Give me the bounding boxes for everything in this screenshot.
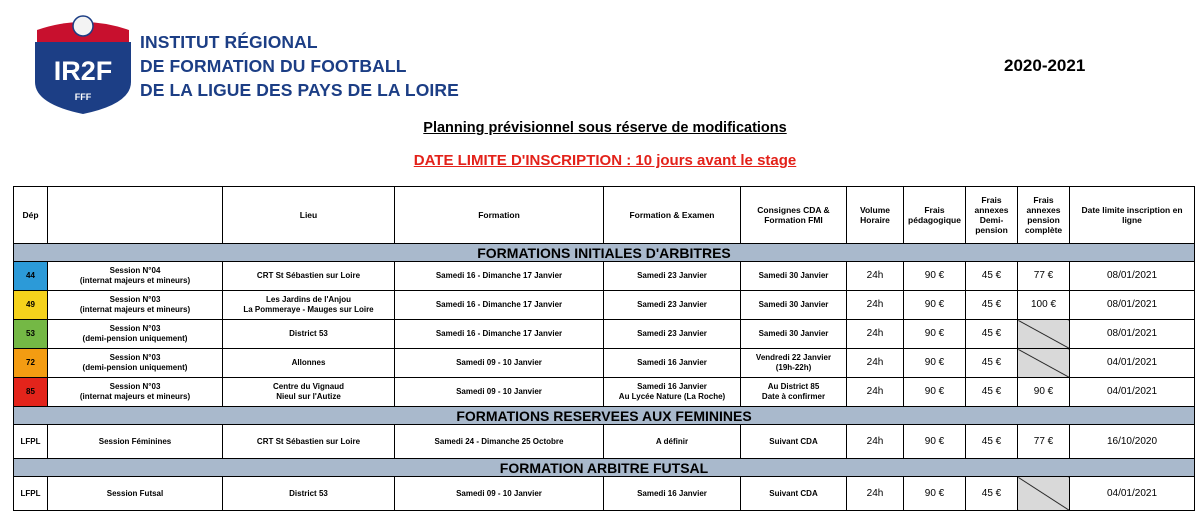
cell-lieu-detail: La Pommeraye - Mauges sur Loire xyxy=(243,305,374,314)
session-name: Session Futsal xyxy=(106,488,164,498)
section-header-row xyxy=(14,459,1195,477)
cell-lieu-text: CRT St Sébastien sur Loire xyxy=(256,436,361,446)
session-name: Session N°04 xyxy=(109,266,161,275)
institute-line: DE FORMATION DU FOOTBALL xyxy=(140,56,407,76)
cell-lieu-text: Allonnes xyxy=(291,358,326,367)
cell-demi-pension: 45 € xyxy=(966,291,1018,320)
cell-volume: 24h xyxy=(847,291,904,320)
cell-session xyxy=(48,378,223,407)
svg-text:FFF: FFF xyxy=(74,92,92,102)
cell-examen-text: A définir xyxy=(655,436,689,446)
col-header-volume: Volume Horaire xyxy=(847,187,904,244)
cell-formation-text: Samedi 24 - Dimanche 25 Octobre xyxy=(434,436,564,446)
cell-dep: LFPL xyxy=(14,425,48,459)
cell-demi-pension: 45 € xyxy=(966,349,1018,378)
cell-date-limite: 08/01/2021 xyxy=(1070,291,1195,320)
institute-name xyxy=(140,30,459,102)
session-name: Session N°03 xyxy=(109,353,161,362)
cell-lieu xyxy=(223,262,395,291)
cell-examen xyxy=(604,262,741,291)
cell-volume: 24h xyxy=(847,477,904,511)
cell-consignes xyxy=(741,378,847,407)
cell-date-limite: 08/01/2021 xyxy=(1070,262,1195,291)
cell-volume: 24h xyxy=(847,378,904,407)
cell-frais-peda: 90 € xyxy=(904,349,966,378)
cell-formation-text: Samedi 16 - Dimanche 17 Janvier xyxy=(435,329,563,338)
section-header-row xyxy=(14,407,1195,425)
cell-lieu xyxy=(223,349,395,378)
cell-formation-text: Samedi 16 - Dimanche 17 Janvier xyxy=(435,300,563,309)
cell-lieu-text: Les Jardins de l'Anjou xyxy=(265,295,352,304)
col-header-demi-pension: Frais annexes Demi-pension xyxy=(966,187,1018,244)
cell-lieu xyxy=(223,291,395,320)
cell-dep: 44 xyxy=(14,262,48,291)
svg-text:IR2F: IR2F xyxy=(53,56,113,86)
cell-examen xyxy=(604,320,741,349)
section-header-row xyxy=(14,244,1195,262)
cell-demi-pension: 45 € xyxy=(966,378,1018,407)
cell-pension-not-available xyxy=(1018,477,1070,511)
cell-examen-text: Samedi 23 Janvier xyxy=(637,300,707,309)
session-detail: (internat majeurs et mineurs) xyxy=(79,276,191,285)
cell-consignes xyxy=(741,477,847,511)
cell-formation xyxy=(395,349,604,378)
cell-date-limite: 16/10/2020 xyxy=(1070,425,1195,459)
cell-lieu xyxy=(223,378,395,407)
cell-formation xyxy=(395,378,604,407)
table-row xyxy=(14,378,1195,407)
cell-frais-peda: 90 € xyxy=(904,425,966,459)
session-detail: (demi-pension uniquement) xyxy=(82,363,188,372)
col-header-lieu: Lieu xyxy=(223,187,395,244)
cell-consignes xyxy=(741,320,847,349)
cell-examen-text: Samedi 16 Janvier xyxy=(637,358,707,367)
cell-session xyxy=(48,320,223,349)
cell-dep: 72 xyxy=(14,349,48,378)
cell-session xyxy=(48,477,223,511)
session-name: Session Féminines xyxy=(98,436,172,446)
session-detail: (demi-pension uniquement) xyxy=(82,334,188,343)
cell-frais-peda: 90 € xyxy=(904,262,966,291)
session-detail: (internat majeurs et mineurs) xyxy=(79,305,191,314)
session-name: Session N°03 xyxy=(109,382,161,391)
cell-date-limite: 04/01/2021 xyxy=(1070,349,1195,378)
cell-date-limite: 04/01/2021 xyxy=(1070,378,1195,407)
cell-lieu-text: District 53 xyxy=(289,488,328,498)
col-header-frais-peda: Frais pédagogique xyxy=(904,187,966,244)
cell-examen-text: Samedi 16 Janvier xyxy=(637,488,707,498)
section-title: FORMATION ARBITRE FUTSAL xyxy=(14,459,1195,477)
cell-demi-pension: 45 € xyxy=(966,262,1018,291)
cell-date-limite: 08/01/2021 xyxy=(1070,320,1195,349)
cell-examen xyxy=(604,425,741,459)
cell-examen xyxy=(604,378,741,407)
cell-pension-complete: 90 € xyxy=(1018,378,1070,407)
cell-pension-complete: 77 € xyxy=(1018,425,1070,459)
cell-consignes xyxy=(741,349,847,378)
cell-dep: 49 xyxy=(14,291,48,320)
cell-consignes-text: Vendredi 22 Janvier xyxy=(755,353,832,362)
table-row xyxy=(14,477,1195,511)
cell-lieu xyxy=(223,477,395,511)
table-row xyxy=(14,262,1195,291)
registration-deadline: DATE LIMITE D'INSCRIPTION : 10 jours avant le stage xyxy=(413,152,797,169)
cell-formation xyxy=(395,291,604,320)
cell-lieu-text: District 53 xyxy=(289,329,328,338)
cell-examen xyxy=(604,349,741,378)
session-name: Session N°03 xyxy=(109,324,161,333)
cell-consignes-text: Au District 85 xyxy=(767,382,820,391)
col-header-dep: Dép xyxy=(14,187,48,244)
cell-volume: 24h xyxy=(847,320,904,349)
cell-formation xyxy=(395,320,604,349)
section-title: FORMATIONS RESERVEES AUX FEMININES xyxy=(14,407,1195,425)
cell-demi-pension: 45 € xyxy=(966,320,1018,349)
cell-frais-peda: 90 € xyxy=(904,477,966,511)
cell-pension-not-available xyxy=(1018,320,1070,349)
col-header-formation: Formation xyxy=(395,187,604,244)
ir2f-logo xyxy=(33,12,133,116)
cell-dep: 85 xyxy=(14,378,48,407)
cell-dep: 53 xyxy=(14,320,48,349)
table-row xyxy=(14,320,1195,349)
cell-consignes xyxy=(741,262,847,291)
cell-pension-complete: 100 € xyxy=(1018,291,1070,320)
cell-session xyxy=(48,349,223,378)
cell-formation-text: Samedi 09 - 10 Janvier xyxy=(456,488,542,498)
cell-consignes-text: Suivant CDA xyxy=(769,436,818,446)
cell-lieu-text: CRT St Sébastien sur Loire xyxy=(256,271,361,280)
cell-consignes-detail: (19h-22h) xyxy=(775,363,812,372)
cell-consignes-text: Samedi 30 Janvier xyxy=(758,329,829,338)
cell-session xyxy=(48,291,223,320)
cell-dep: LFPL xyxy=(14,477,48,511)
col-header-pension-complete: Frais annexes pension complète xyxy=(1018,187,1070,244)
cell-consignes-text: Samedi 30 Janvier xyxy=(758,271,829,280)
cell-frais-peda: 90 € xyxy=(904,320,966,349)
cell-date-limite: 04/01/2021 xyxy=(1070,477,1195,511)
cell-demi-pension: 45 € xyxy=(966,477,1018,511)
cell-formation-text: Samedi 09 - 10 Janvier xyxy=(456,358,542,367)
planning-subtitle: Planning prévisionnel sous réserve de modifications xyxy=(423,120,787,136)
cell-formation-text: Samedi 09 - 10 Janvier xyxy=(456,387,542,396)
cell-lieu xyxy=(223,425,395,459)
table-row xyxy=(14,425,1195,459)
cell-examen xyxy=(604,477,741,511)
cell-formation-text: Samedi 16 - Dimanche 17 Janvier xyxy=(435,271,563,280)
cell-session xyxy=(48,425,223,459)
col-header-date-limite: Date limite inscription en ligne xyxy=(1070,187,1195,244)
cell-lieu-text: Centre du Vignaud xyxy=(273,382,344,391)
cell-consignes xyxy=(741,291,847,320)
cell-demi-pension: 45 € xyxy=(966,425,1018,459)
cell-volume: 24h xyxy=(847,262,904,291)
table-row xyxy=(14,349,1195,378)
cell-frais-peda: 90 € xyxy=(904,291,966,320)
cell-consignes-text: Samedi 30 Janvier xyxy=(758,300,829,309)
cell-frais-peda: 90 € xyxy=(904,378,966,407)
cell-consignes-text: Suivant CDA xyxy=(769,488,818,498)
col-header-examen: Formation & Examen xyxy=(604,187,741,244)
cell-examen-text: Samedi 23 Janvier xyxy=(637,271,707,280)
institute-line: INSTITUT RÉGIONAL xyxy=(140,32,318,52)
cell-formation xyxy=(395,477,604,511)
cell-lieu-detail: Nieul sur l'Autize xyxy=(276,392,341,401)
cell-formation xyxy=(395,262,604,291)
training-schedule-table xyxy=(13,186,1195,511)
cell-examen-detail: Au Lycée Nature (La Roche) xyxy=(618,392,726,401)
col-header-session xyxy=(48,187,223,244)
season-label: 2020-2021 xyxy=(1004,56,1086,75)
table-row xyxy=(14,291,1195,320)
session-name: Session N°03 xyxy=(109,295,161,304)
cell-volume: 24h xyxy=(847,425,904,459)
cell-examen xyxy=(604,291,741,320)
col-header-consignes: Consignes CDA & Formation FMI xyxy=(741,187,847,244)
section-title: FORMATIONS INITIALES D'ARBITRES xyxy=(14,244,1195,262)
cell-examen-text: Samedi 23 Janvier xyxy=(637,329,707,338)
cell-session xyxy=(48,262,223,291)
cell-examen-text: Samedi 16 Janvier xyxy=(637,382,707,391)
cell-formation xyxy=(395,425,604,459)
cell-consignes-detail: Date à confirmer xyxy=(761,392,826,401)
cell-lieu xyxy=(223,320,395,349)
cell-pension-not-available xyxy=(1018,349,1070,378)
cell-pension-complete: 77 € xyxy=(1018,262,1070,291)
cell-consignes xyxy=(741,425,847,459)
table-body xyxy=(14,244,1195,511)
session-detail: (internat majeurs et mineurs) xyxy=(79,392,191,401)
cell-volume: 24h xyxy=(847,349,904,378)
table-header-row xyxy=(14,187,1195,244)
institute-line: DE LA LIGUE DES PAYS DE LA LOIRE xyxy=(140,80,459,100)
